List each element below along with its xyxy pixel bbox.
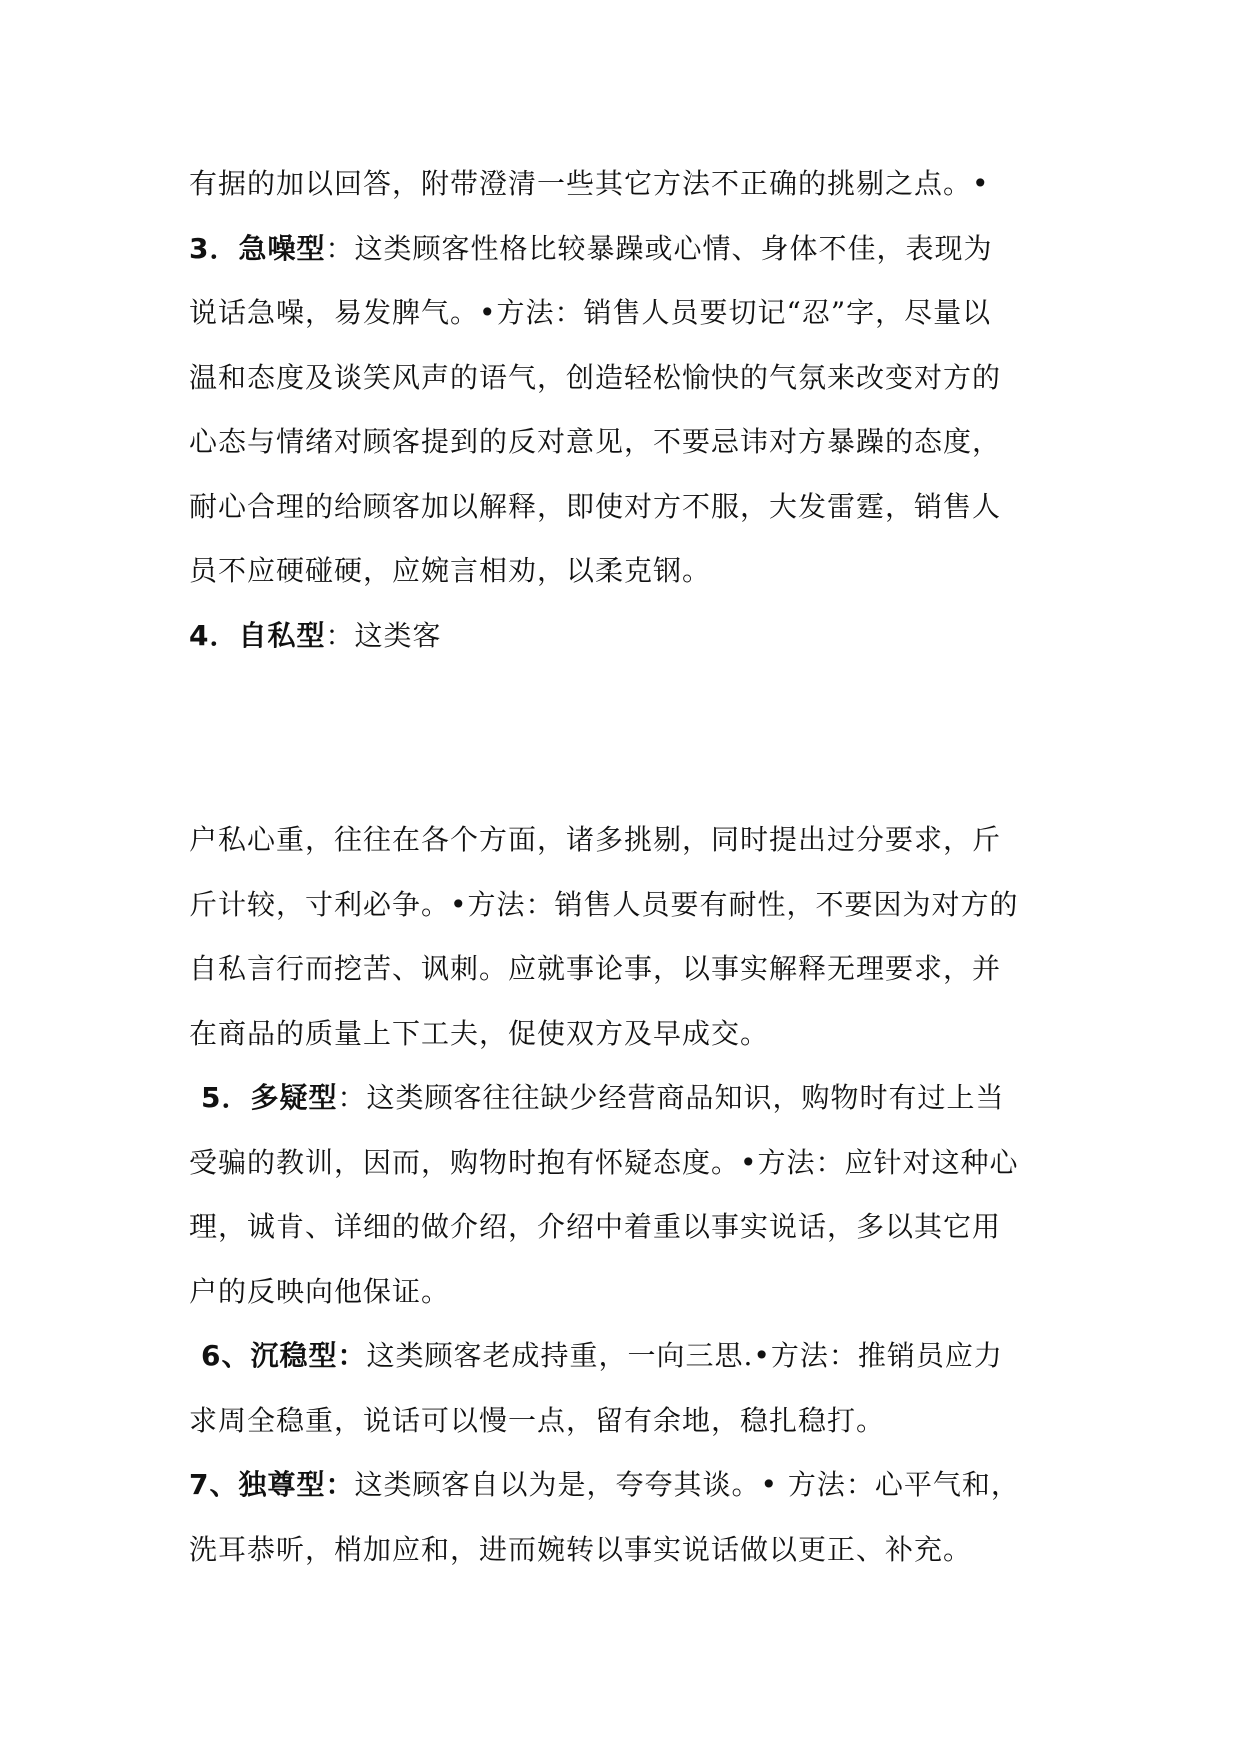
item-3-line	[189, 217, 1069, 282]
item-heading-7: 7、独尊型：	[189, 1468, 355, 1501]
paragraph-line: 求周全稳重，说话可以慢一点，留有余地，稳扎稳打。	[189, 1403, 886, 1437]
item-5-line	[189, 1066, 1069, 1131]
paragraph-line: 温和态度及谈笑风声的语气，创造轻松愉快的气氛来改变对方的	[189, 360, 1002, 394]
item-7-line	[189, 1453, 1069, 1518]
paragraph-line: 心态与情绪对顾客提到的反对意见，不要忌讳对方暴躁的态度，	[189, 425, 1002, 458]
item-text: ：这类顾客往往缺少经营商品知识，购物时有过上当	[337, 1081, 1005, 1114]
paragraph-line: 户的反映向他保证。	[189, 1274, 451, 1308]
text-section-1	[189, 152, 1069, 668]
paragraph-line: 斤计较，寸利必争。•方法：销售人员要有耐性，不要因为对方的	[189, 887, 1019, 921]
paragraph-line: 理，诚肯、详细的做介绍，介绍中着重以事实说话，多以其它用	[189, 1210, 1002, 1243]
item-text: 这类顾客自以为是，夸夸其谈。• 方法：心平气和，	[354, 1468, 1020, 1501]
item-6-line	[189, 1324, 1069, 1389]
item-heading-3: 3．急噪型	[189, 231, 326, 265]
item-4-line	[189, 604, 1069, 669]
item-heading-4: 4．自私型	[189, 618, 326, 652]
item-heading-6: 6、沉稳型：	[201, 1339, 367, 1372]
item-text: ：这类顾客性格比较暴躁或心情、身体不佳，表现为	[325, 231, 993, 265]
item-text: 这类顾客老成持重，一向三思.•方法：推销员应力	[366, 1339, 1003, 1372]
paragraph-line: 户私心重，往往在各个方面，诸多挑剔，同时提出过分要求，斤	[189, 823, 1002, 856]
paragraph-line: 耐心合理的给顾客加以解释，即使对方不服，大发雷霆，销售人	[189, 489, 1002, 523]
paragraph-line: 有据的加以回答，附带澄清一些其它方法不正确的挑剔之点。•	[189, 167, 990, 200]
item-heading-5: 5．多疑型	[201, 1081, 338, 1114]
item-text: ：这类客	[325, 618, 442, 652]
paragraph-line: 员不应硬碰硬，应婉言相劝，以柔克钢。	[189, 554, 712, 587]
text-section-2	[189, 808, 1069, 1582]
paragraph-line: 洗耳恭听，梢加应和，进而婉转以事实说话做以更正、补充。	[189, 1532, 973, 1566]
paragraph-line: 自私言行而挖苦、讽刺。应就事论事，以事实解释无理要求，并	[189, 952, 1002, 985]
paragraph-line: 说话急噪，易发脾气。•方法：销售人员要切记“忍”字，尽量以	[189, 296, 992, 329]
paragraph-line: 受骗的教训，因而，购物时抱有怀疑态度。•方法：应针对这种心	[189, 1145, 1019, 1179]
paragraph-line: 在商品的质量上下工夫，促使双方及早成交。	[189, 1016, 770, 1050]
